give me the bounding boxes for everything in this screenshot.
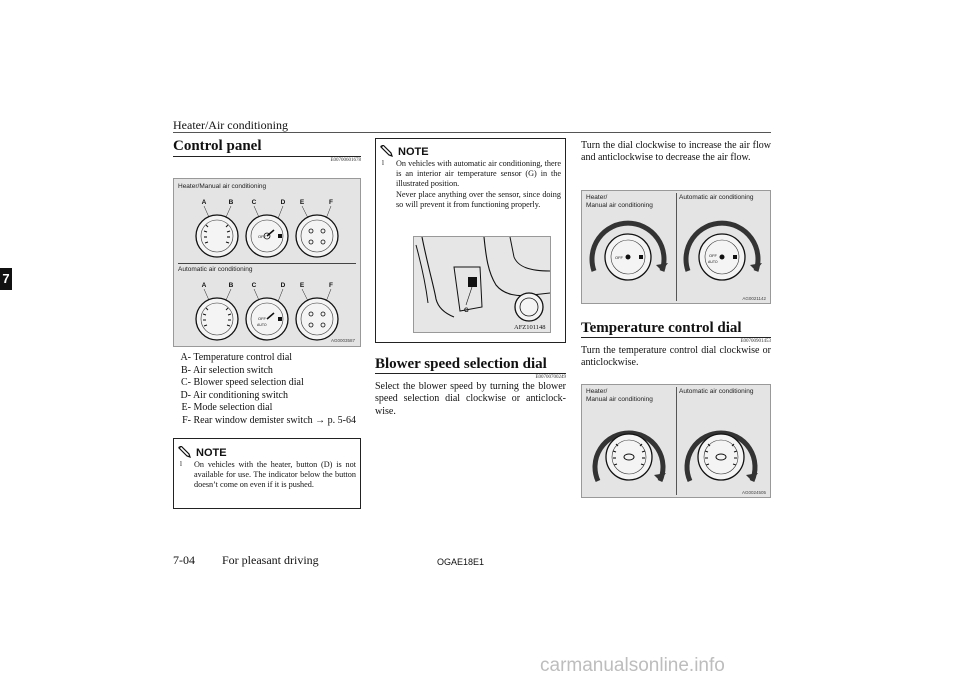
temperature-section-text: Turn the temperature control dial clockwise or anticlockwise. xyxy=(581,345,771,369)
control-panel-note xyxy=(173,438,361,509)
figure-code: AFZ101148 xyxy=(514,324,546,331)
figure-label-automatic: Automatic air conditioning xyxy=(178,266,253,273)
footer-code: OGAE18E1 xyxy=(437,557,485,567)
figure-code: AG0021142 xyxy=(742,296,766,301)
control-panel-figure xyxy=(173,178,361,347)
off-label-auto: OFF xyxy=(709,253,717,258)
note-text-2: Never place anything over the sensor, since doing so will prevent it from functioning properly. xyxy=(396,189,561,209)
running-header: Heater/Air conditioning xyxy=(173,118,288,132)
sensor-callout-g: G xyxy=(464,308,469,314)
sensor-note xyxy=(375,138,566,343)
temperature-dial-figure xyxy=(581,384,771,498)
page-number: 7-04 xyxy=(173,553,195,567)
control-panel-dials-illustration xyxy=(174,179,360,346)
callout-letter-e-auto: E xyxy=(299,282,305,289)
figure-label-manual: Heater/Manual air conditioning xyxy=(178,183,267,190)
blower-dial-illustration xyxy=(582,191,770,303)
footer-chapter: For pleasant driving xyxy=(222,553,319,567)
sensor-figure xyxy=(413,236,551,333)
sensor-location-illustration xyxy=(414,237,550,332)
figure-label-automatic: Automatic air conditioning xyxy=(679,194,754,201)
figure-label-automatic: Automatic air conditioning xyxy=(679,388,754,395)
section-rule xyxy=(375,373,566,374)
callout-letter-e: E xyxy=(299,199,305,206)
note-text: On vehicles with the heater, button (D) is not available for use. The indicator below the button doesn’t come on even if it is pushed. xyxy=(194,460,356,490)
figure-label-manual: Heater/ Manual air conditioning xyxy=(586,388,653,403)
auto-label: AUTO xyxy=(257,323,267,327)
figure-code: AG0003587 xyxy=(330,338,355,343)
callout-letter-a: A xyxy=(201,199,207,206)
callout-letter-b: B xyxy=(228,199,234,206)
note-header xyxy=(380,142,429,160)
callout-letter-b-auto: B xyxy=(228,282,234,289)
section-rule xyxy=(581,337,771,338)
note-item xyxy=(382,159,561,210)
blower-dial-figure xyxy=(581,190,771,304)
blower-section-text: Select the blower speed by turning the blower speed selection dial clockwise or anticlock-wise. xyxy=(375,381,566,417)
callout-letter-f-auto: F xyxy=(329,282,333,289)
legend-item-c: C- Blower speed selection dial xyxy=(181,377,304,388)
figure-code: AG0024505 xyxy=(741,490,766,495)
section-code: E00700901453 xyxy=(740,339,771,344)
callout-letter-c: C xyxy=(251,199,257,206)
section-code: E00700700249 xyxy=(535,375,566,380)
section-code: E00700601678 xyxy=(330,158,361,163)
legend-item-b: B- Air selection switch xyxy=(181,364,273,376)
temperature-section-title: Temperature control dial xyxy=(581,320,742,336)
section-rule xyxy=(173,156,361,157)
note-bullet: l xyxy=(180,460,182,468)
note-pen-icon xyxy=(178,446,192,458)
note-text-1: On vehicles with automatic air conditioning, there is an interior air temperature sensor (G) in the illustrated position. xyxy=(396,159,561,189)
note-header xyxy=(178,443,227,461)
callout-letter-d-auto: D xyxy=(280,282,286,289)
off-label: OFF xyxy=(615,255,623,260)
legend-item-a: A- Temperature control dial xyxy=(180,352,293,363)
callout-letter-a-auto: A xyxy=(201,282,207,289)
legend-item-e: E- Mode selection dial xyxy=(181,402,273,413)
callout-letter-c-auto: C xyxy=(251,282,257,289)
off-label-auto: OFF xyxy=(258,316,266,321)
blower-instruction-text: Turn the dial clockwise to increase the air flow and anticlockwise to decrease the air flow. xyxy=(581,140,771,164)
note-pen-icon xyxy=(380,145,394,157)
callout-letter-d: D xyxy=(280,199,286,206)
legend-item-d: D- Air conditioning switch xyxy=(180,389,288,401)
header-rule xyxy=(173,132,771,133)
blower-section-title: Blower speed selection dial xyxy=(375,356,547,372)
auto-label: AUTO xyxy=(708,260,718,264)
temperature-dial-illustration xyxy=(582,385,770,497)
control-panel-title: Control panel xyxy=(173,138,262,154)
note-item xyxy=(180,460,356,491)
note-bullet: l xyxy=(382,159,384,167)
off-label: OFF xyxy=(258,234,266,239)
note-heading: NOTE xyxy=(196,447,227,459)
note-heading: NOTE xyxy=(398,146,429,158)
legend-item-f: F- Rear window demister switch → p. 5-64 xyxy=(182,414,356,426)
chapter-tab: 7 xyxy=(0,268,12,290)
callout-letter-f: F xyxy=(329,199,333,206)
figure-label-manual: Heater/ Manual air conditioning xyxy=(586,194,653,209)
control-panel-legend xyxy=(177,352,367,427)
watermark: carmanualsonline.info xyxy=(540,655,725,676)
